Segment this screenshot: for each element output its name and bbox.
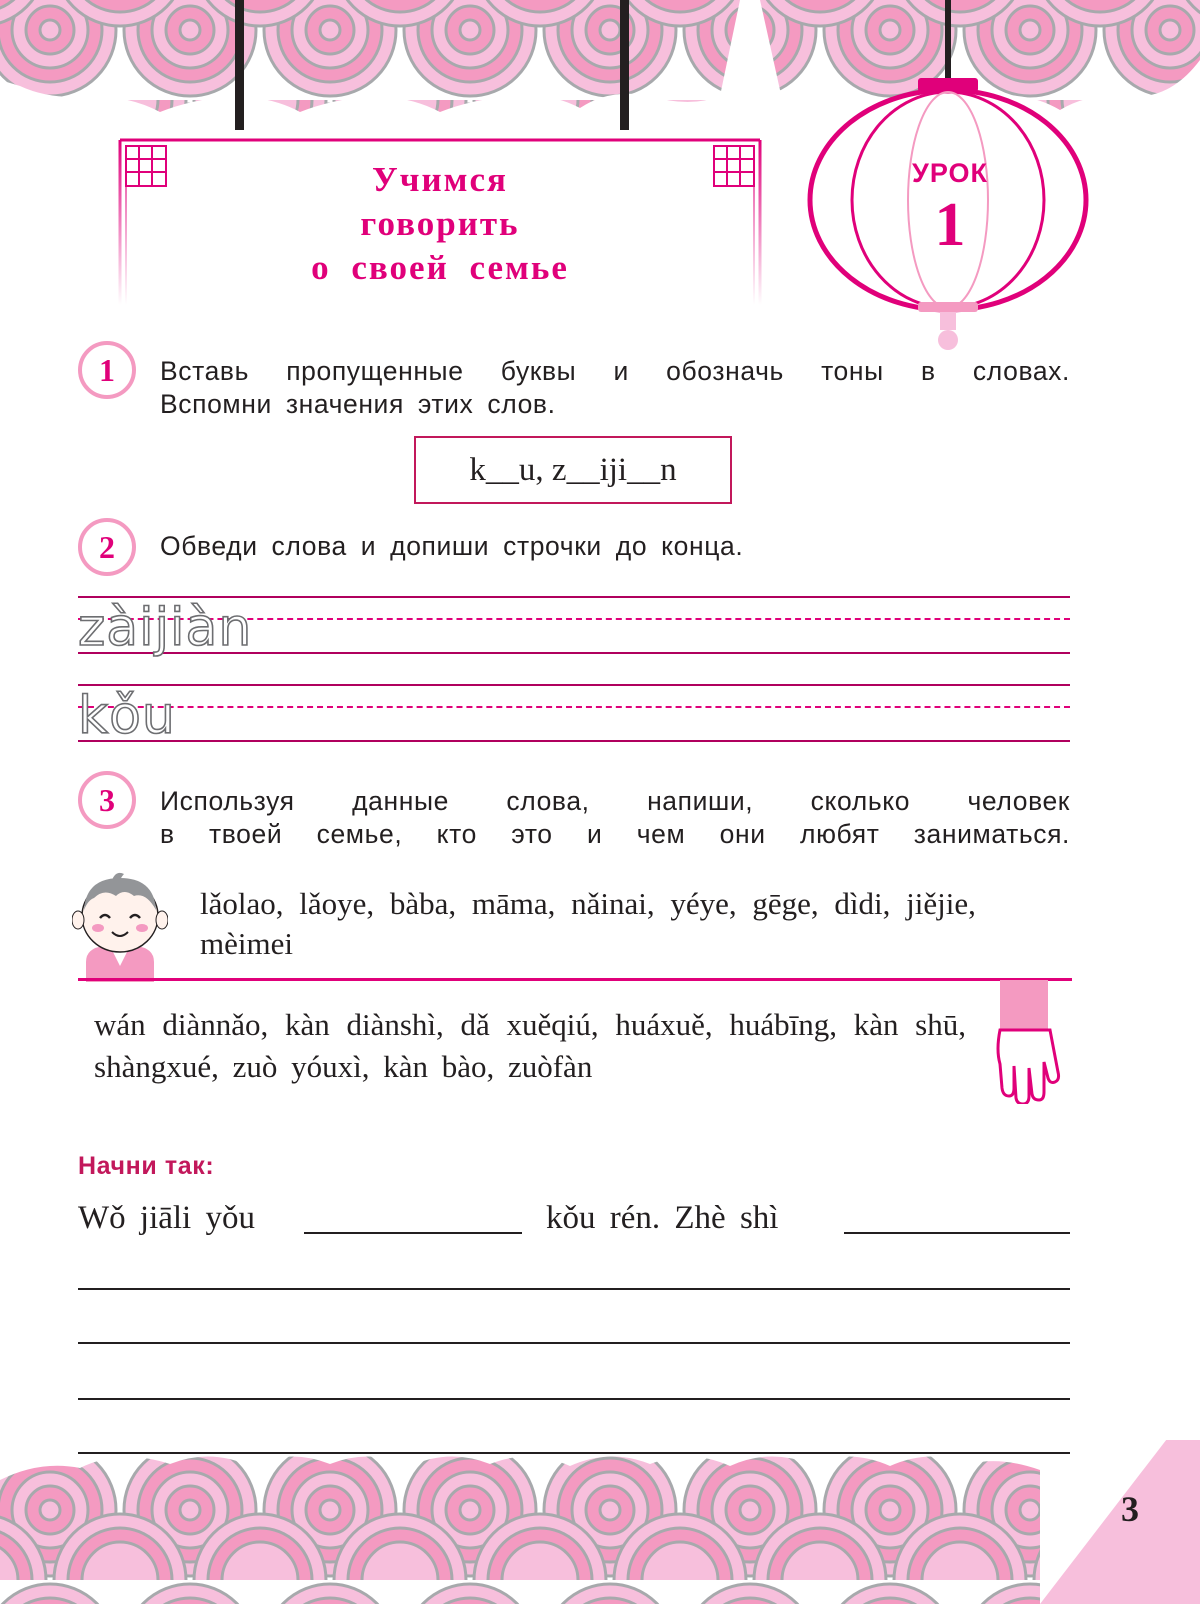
task-3-badge: 3 <box>78 771 136 829</box>
lesson-label: УРОК <box>912 158 988 188</box>
hand-icon <box>992 980 1064 1104</box>
sentence-part-1: Wǒ jiāli yǒu <box>78 1200 255 1236</box>
answer-blank-2[interactable] <box>844 1232 1070 1234</box>
title-line-2: говорить <box>360 204 520 243</box>
trace-word-1[interactable]: zàijiàn <box>78 598 253 658</box>
answer-line[interactable] <box>78 1342 1070 1344</box>
bottom-wave-border <box>0 1440 1200 1604</box>
sentence-part-2: kǒu rén. Zhè shì <box>546 1200 779 1236</box>
title-line-3: о своей семье <box>311 248 569 287</box>
lesson-number: 1 <box>934 191 966 259</box>
task-1-badge: 1 <box>78 341 136 399</box>
word-list-divider <box>78 978 1072 981</box>
start-label: Начни так: <box>78 1152 215 1180</box>
writing-line-dashed <box>78 706 1070 708</box>
page-number: 3 <box>1121 1489 1139 1529</box>
task-2-text: Обведи слова и допиши строчки до конца. <box>160 531 744 561</box>
task-2-badge: 2 <box>78 518 136 576</box>
writing-line-base <box>78 740 1070 742</box>
family-word-list: lǎolao, lǎoye, bàba, māma, nǎinai, yéye, gēge, dìdi, jiějie, mèimei <box>200 886 976 961</box>
writing-line-top <box>78 684 1070 686</box>
activity-word-list: wán diànnǎo, kàn diànshì, dǎ xuěqiú, huáxuě, huábīng, kàn shū, shàngxué, zuò yóuxì, kàn bào, zuòfàn <box>94 1007 966 1084</box>
trace-word-2[interactable]: kǒu <box>78 686 176 746</box>
answer-line[interactable] <box>78 1398 1070 1400</box>
task-3-line-2: в твоей семье, кто это и чем они любят заниматься. <box>160 819 1070 849</box>
task-1-line-2: Вспомни значения этих слов. <box>160 389 556 419</box>
answer-line[interactable] <box>78 1288 1070 1290</box>
boy-icon <box>72 866 168 982</box>
title-line-1: Учимся <box>372 160 508 199</box>
task-1-line-1: Вставь пропущенные буквы и обозначь тоны в словах. <box>160 356 1070 386</box>
answer-blank-1[interactable] <box>304 1232 522 1234</box>
task-3-line-1: Используя данные слова, напиши, сколько человек <box>160 786 1070 816</box>
fill-in-box[interactable]: k__u, z__iji__n <box>414 436 732 504</box>
